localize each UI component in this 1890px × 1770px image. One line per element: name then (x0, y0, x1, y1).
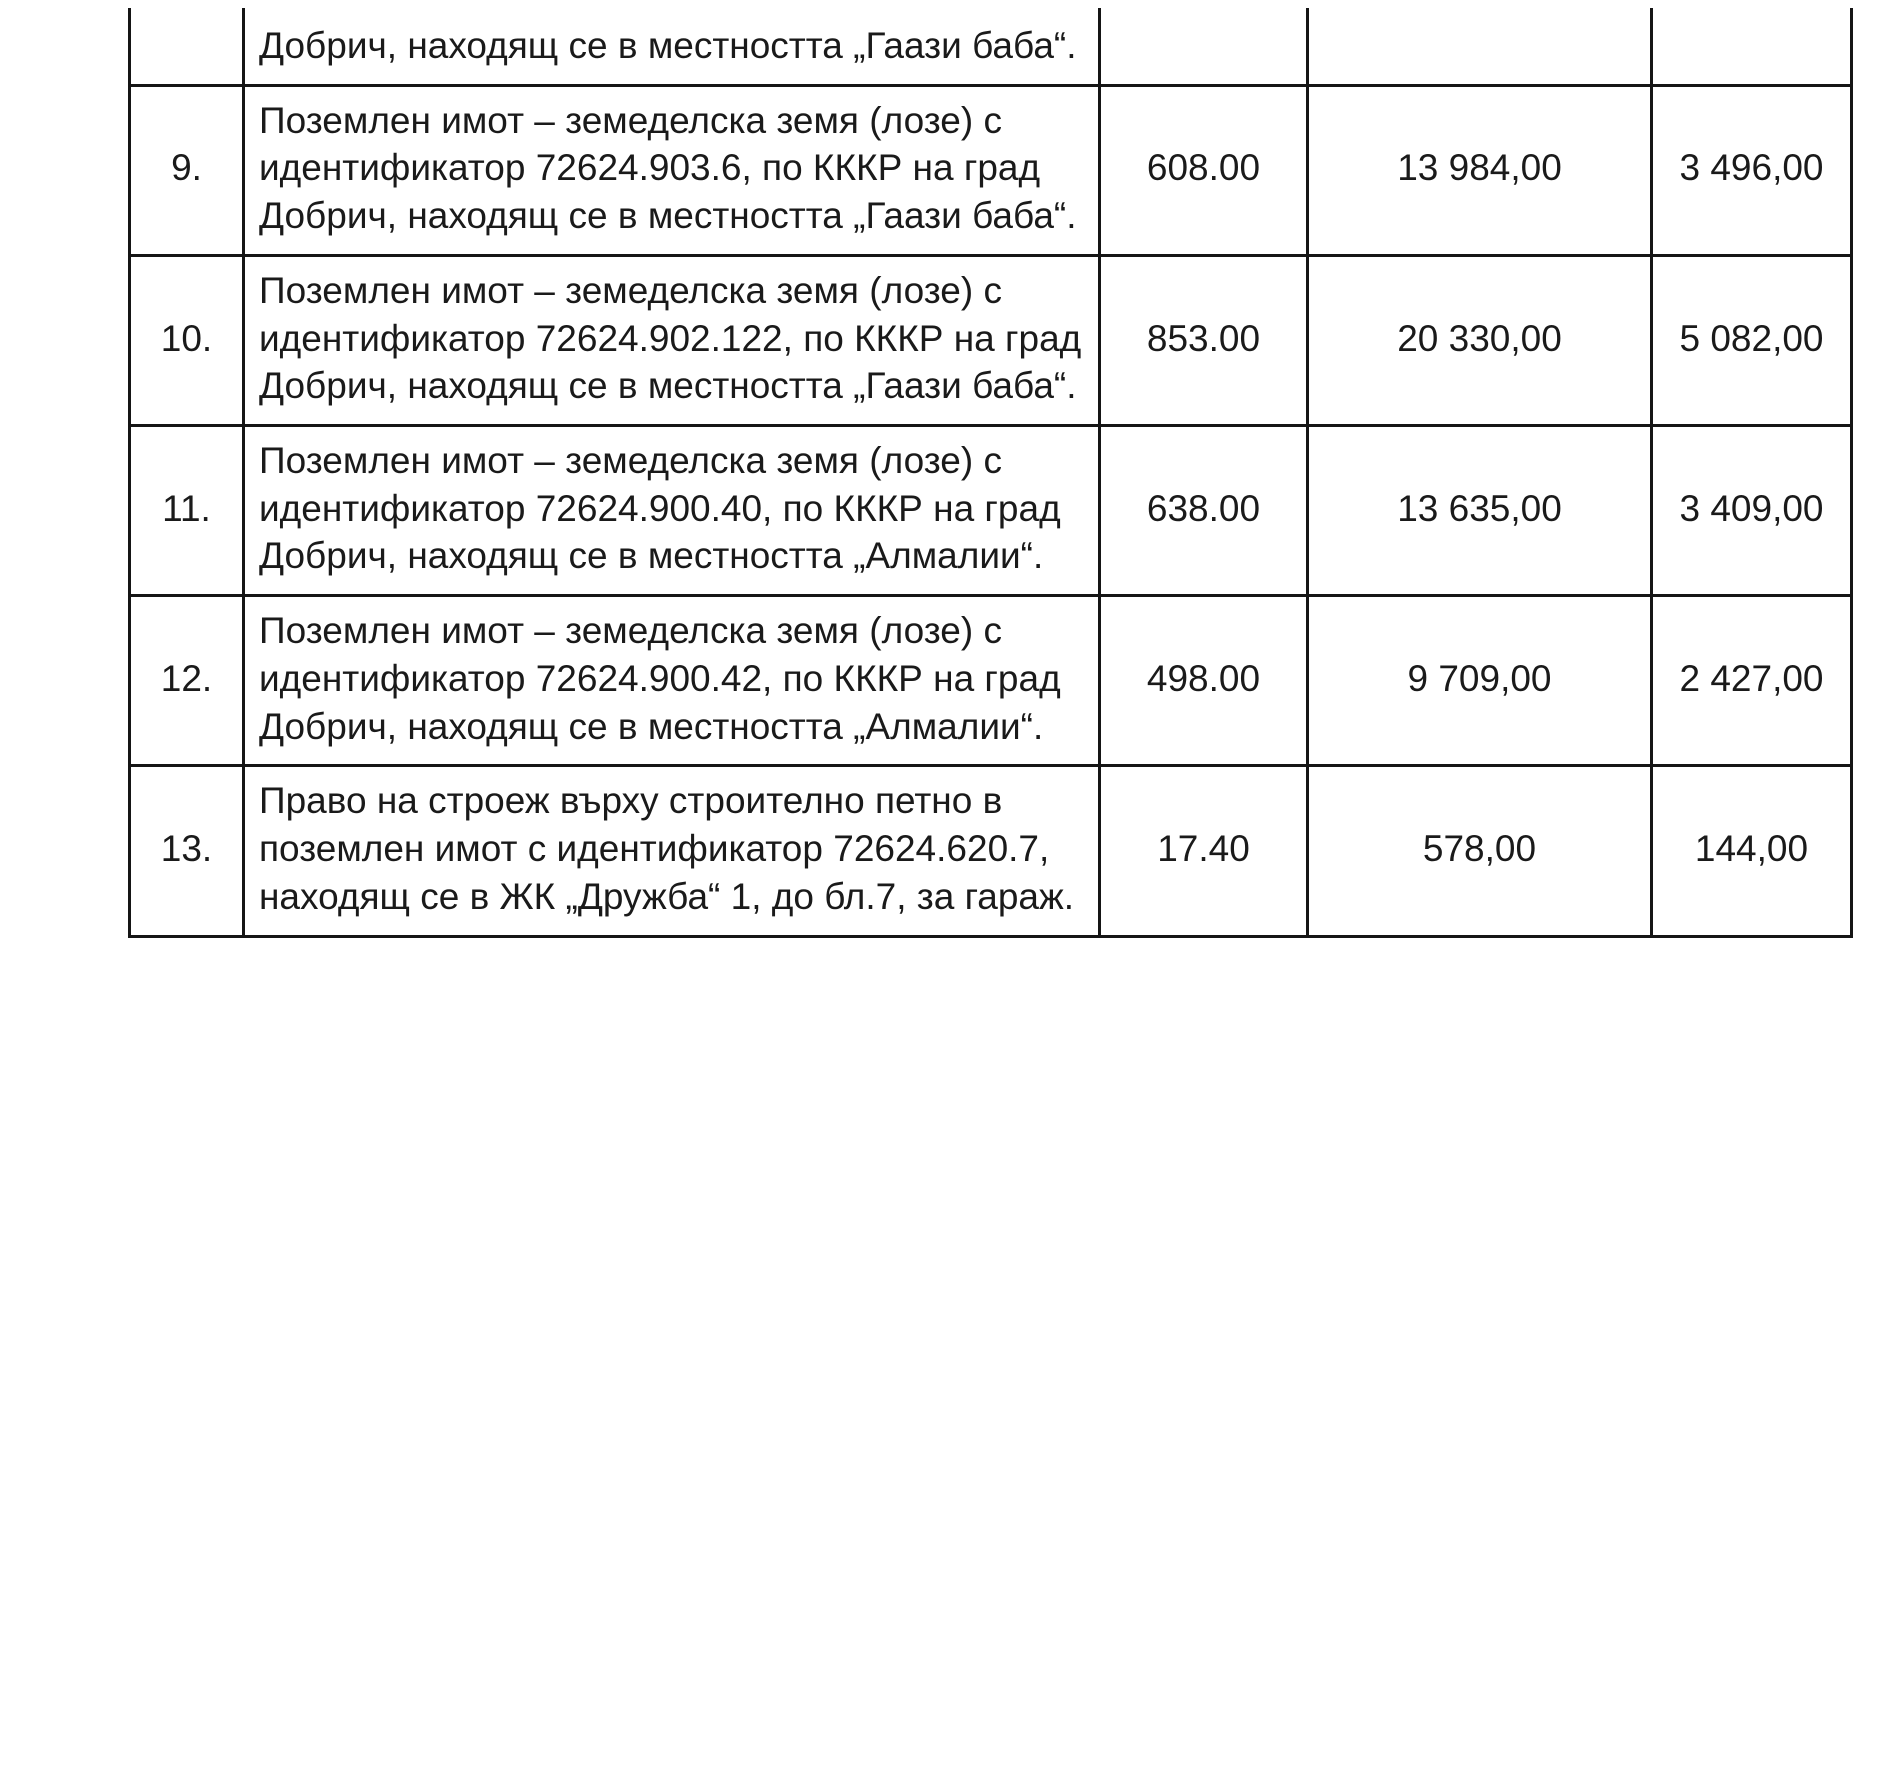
table-row (130, 426, 1852, 596)
row-description: Право на строеж върху строително петно в поземлен имот с идентификатор 72624.620.7, находящ се в ЖК „Дружба“ 1, до бл.7, за гараж. (244, 766, 1100, 936)
row-value-2: 3 409,00 (1652, 426, 1852, 596)
row-value-1: 9 709,00 (1308, 596, 1652, 766)
row-number: 12. (130, 596, 244, 766)
row-description: Поземлен имот – земеделска земя (лозе) с идентификатор 72624.902.122, по КККР на град Добрич, находящ се в местността „Гаази баба“. (244, 255, 1100, 425)
row-value-1: 13 984,00 (1308, 85, 1652, 255)
property-table (128, 8, 1853, 938)
row-value-2 (1652, 8, 1852, 85)
row-area: 608.00 (1100, 85, 1308, 255)
row-area (1100, 8, 1308, 85)
row-value-1 (1308, 8, 1652, 85)
row-number: 10. (130, 255, 244, 425)
row-description: Добрич, находящ се в местността „Гаази баба“. (244, 8, 1100, 85)
row-value-2: 144,00 (1652, 766, 1852, 936)
row-description: Поземлен имот – земеделска земя (лозе) с идентификатор 72624.900.42, по КККР на град Добрич, находящ се в местността „Алмалии“. (244, 596, 1100, 766)
row-value-2: 5 082,00 (1652, 255, 1852, 425)
document-page (0, 8, 1890, 1770)
table-row (130, 255, 1852, 425)
row-description: Поземлен имот – земеделска земя (лозе) с идентификатор 72624.903.6, по КККР на град Добрич, находящ се в местността „Гаази баба“. (244, 85, 1100, 255)
row-value-1: 578,00 (1308, 766, 1652, 936)
row-value-2: 2 427,00 (1652, 596, 1852, 766)
row-value-2: 3 496,00 (1652, 85, 1852, 255)
table-row (130, 596, 1852, 766)
row-value-1: 20 330,00 (1308, 255, 1652, 425)
row-area: 17.40 (1100, 766, 1308, 936)
row-number: 9. (130, 85, 244, 255)
table-body (130, 8, 1852, 936)
row-value-1: 13 635,00 (1308, 426, 1652, 596)
row-area: 498.00 (1100, 596, 1308, 766)
row-description: Поземлен имот – земеделска земя (лозе) с идентификатор 72624.900.40, по КККР на град Добрич, находящ се в местността „Алмалии“. (244, 426, 1100, 596)
row-area: 853.00 (1100, 255, 1308, 425)
row-number (130, 8, 244, 85)
row-number: 13. (130, 766, 244, 936)
table-row (130, 85, 1852, 255)
table-row (130, 766, 1852, 936)
table-row (130, 8, 1852, 85)
row-area: 638.00 (1100, 426, 1308, 596)
row-number: 11. (130, 426, 244, 596)
